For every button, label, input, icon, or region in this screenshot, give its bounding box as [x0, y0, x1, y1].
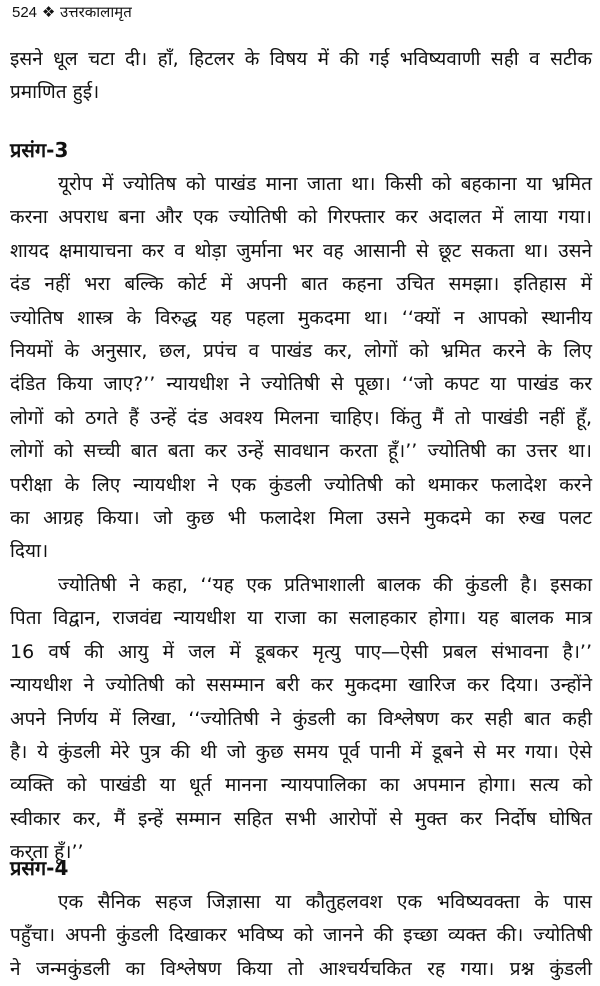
text-line: इसने धूल चटा दी। हाँ, हिटलर के विषय में की गई भविष्यवाणी सही व सटीक — [10, 48, 592, 70]
text-line: न्यायधीश ने ज्योतिषी को ससम्मान बरी कर मुकदमा खारिज कर दिया। उन्होंने — [10, 674, 592, 697]
text-line: पिता विद्वान, राजवंद्य न्यायधीश या राजा का सलाहकार होगा। यह बालक मात्र — [10, 607, 592, 630]
text-line: अपने निर्णय में लिखा, ‘‘ज्योतिषी ने कुंडली का विश्लेषण कर सही बात कही — [10, 707, 592, 730]
text-line: परीक्षा के लिए न्यायधीश ने एक कुंडली ज्योतिषी को थमाकर फलादेश करने — [10, 473, 592, 496]
text-line: दंड नहीं भरा बल्कि कोर्ट में अपनी बात कहना उचित समझा। इतिहास में — [10, 273, 592, 296]
text-line: लोगों को ठगते हैं उन्हें दंड अवश्य मिलना चाहिए। किंतु मैं तो पाखंडी नहीं हूँ, — [10, 406, 592, 429]
text-line: करना अपराध बना और एक ज्योतिषी को गिरफ्तार कर अदालत में लाया गया। — [10, 206, 592, 229]
text-line: यूरोप में ज्योतिष को पाखंड माना जाता था। किसी को बहकाना या भ्रमित — [58, 173, 592, 195]
text-line: लोगों को सच्ची बात बता कर उन्हें सावधान करता हूँ।’’ ज्योतिषी का उत्तर था। — [10, 440, 592, 463]
text-line: करता हूँ।’’ — [10, 841, 84, 864]
text-line: शायद क्षमायाचना कर व थोड़ा जुर्माना भर वह आसानी से छूट सकता था। उसने — [10, 239, 592, 262]
text-line: प्रमाणित हुई। — [10, 81, 100, 104]
text-line: ज्योतिष शास्त्र के विरुद्ध यह पहला मुकदमा था। ‘‘क्यों न आपको स्थानीय — [10, 306, 592, 329]
text-line: दंडित किया जाए?’’ न्यायधीश ने ज्योतिषी से पूछा। ‘‘जो कपट या पाखंड कर — [10, 373, 592, 396]
book-title: उत्तरकालामृत — [60, 3, 132, 21]
text-line: ज्योतिषी ने कहा, ‘‘यह एक प्रतिभाशाली बालक की कुंडली है। इसका — [58, 574, 592, 596]
text-line: व्यक्ति को पाखंडी या धूर्त मानना न्यायपालिका का अपमान होगा। सत्य को — [10, 774, 592, 797]
text-line: नियमों के अनुसार, छल, प्रपंच व पाखंड कर, लोगों को भ्रमित करने के लिए — [10, 339, 592, 362]
text-line: 16 वर्ष की आयु में जल में डूबकर मृत्यु पाए—ऐसी प्रबल संभावना है।’’ — [10, 640, 592, 663]
section-4-heading: प्रसंग-4 — [10, 856, 69, 880]
text-line: है। ये कुंडली मेरे पुत्र की थी जो कुछ समय पूर्व पानी में डूबने से मर गया। ऐसे — [10, 740, 592, 763]
ornament-icon: ❖ — [41, 3, 56, 21]
section-3-paragraph-2 — [10, 569, 592, 870]
text-line: स्वीकार कर, मैं इन्हें सम्मान सहित सभी आरोपों से मुक्त कर निर्दोष घोषित — [10, 807, 592, 830]
text-line: का आग्रह किया। जो कुछ भी फलादेश मिला उसने मुकदमे का रुख पलट — [10, 506, 592, 529]
intro-paragraph — [10, 43, 592, 110]
text-line: दिया। — [10, 540, 49, 563]
text-line: ने जन्मकुंडली का विश्लेषण किया तो आश्चर्यचकित रह गया। प्रश्न कुंडली — [10, 957, 592, 980]
section-3-paragraph-1 — [10, 168, 592, 569]
section-4-paragraph-1 — [10, 886, 592, 986]
text-line: एक सैनिक सहज जिज्ञासा या कौतुहलवश एक भविष्यवक्ता के पास — [58, 891, 592, 913]
running-header — [12, 2, 132, 22]
page-number: 524 — [12, 4, 38, 21]
section-3-heading: प्रसंग-3 — [10, 138, 69, 162]
text-line: पहुँचा। अपनी कुंडली दिखाकर भविष्य को जानने की इच्छा व्यक्त की। ज्योतिषी — [10, 924, 592, 947]
